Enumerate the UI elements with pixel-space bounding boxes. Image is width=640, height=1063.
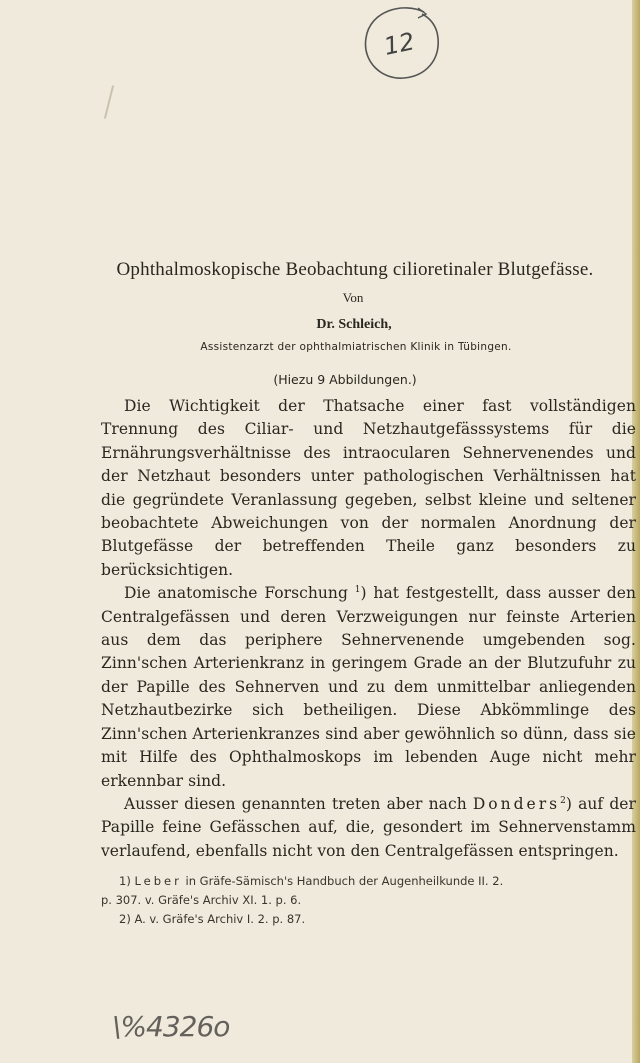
footnote-1-number: 1): [119, 874, 131, 888]
paragraph-2-start: Die anatomische Forschung: [124, 584, 355, 603]
footnote-ref-1: 1: [354, 585, 361, 596]
paragraph-2: [101, 582, 636, 793]
footnote-1-continued: p. 307. v. Gräfe's Archiv XI. 1. p. 6.: [101, 893, 302, 907]
cited-name-donders: Donders: [472, 794, 561, 813]
paragraph-3-rest: ) auf der Papille feine Gefässchen auf, die, gesondert im Sehnervenstamm verlaufend, ebenfalls nicht von den Centralgefässen entspringen.: [101, 794, 636, 860]
footnotes: [101, 872, 639, 929]
paragraph-3: [101, 793, 636, 863]
footnote-2: 2) A. v. Gräfe's Archiv I. 2. p. 87.: [119, 912, 306, 926]
handwritten-shelfmark: \%4326o: [112, 1010, 230, 1043]
stamp-number: 12: [381, 27, 418, 61]
paragraph-1: Die Wichtigkeit der Thatsache einer fast vollständigen Trennung des Ciliar- und Netzhautgefässsystems für die Ernährungsverhältnisse des intraocularen Sehnervenendes und der Netzhaut besonders unter pathologischen Verhältnissen hat die gegründete Veranlassung gegeben, selbst kleine und seltener beobachtete Abweichungen von der normalen Anordnung der Blutgefässe der betreffenden Theile ganz besonders zu berücksichtigen.: [101, 397, 636, 579]
body-text: [101, 395, 636, 863]
figures-note: (Hiezu 9 Abbildungen.): [273, 372, 417, 387]
margin-pencil-mark: [104, 85, 114, 118]
author-affiliation: Assistenzarzt der ophthalmiatrischen Klinik in Tübingen.: [200, 341, 512, 353]
footnote-1-text: in Gräfe-Sämisch's Handbuch der Augenheilkunde II. 2.: [181, 874, 504, 888]
paragraph-3-start: Ausser diesen genannten treten aber nach: [124, 794, 473, 813]
author-name: Dr. Schleich,: [316, 317, 392, 332]
footnote-1: [101, 872, 639, 891]
footnote-1-author: Leber: [134, 874, 182, 888]
footnote-ref-2: 2: [560, 795, 566, 806]
byline-von: Von: [342, 290, 364, 305]
paragraph-2-rest: ) hat festgestellt, dass ausser den Centralgefässen und deren Verzweigungen nur feinste Arterien aus dem das periphere Sehnervenende umgebenden sog. Zinn'schen Arterienkranz in geringem Grade an der Blutzufuhr zu der Papille des Sehnerven und zu dem unmittelbar anliegenden Netzhautbezirke sich betheiligen. Diese Abkömmlinge des Zinn'schen Arterienkranzes sind aber gewöhnlich so dünn, dass sie mit Hilfe des Ophthalmoskops im lebenden Auge nicht mehr erkennbar sind.: [101, 584, 636, 790]
article-title: Ophthalmoskopische Beobachtung cilioretinaler Blutgefässe.: [116, 259, 594, 280]
